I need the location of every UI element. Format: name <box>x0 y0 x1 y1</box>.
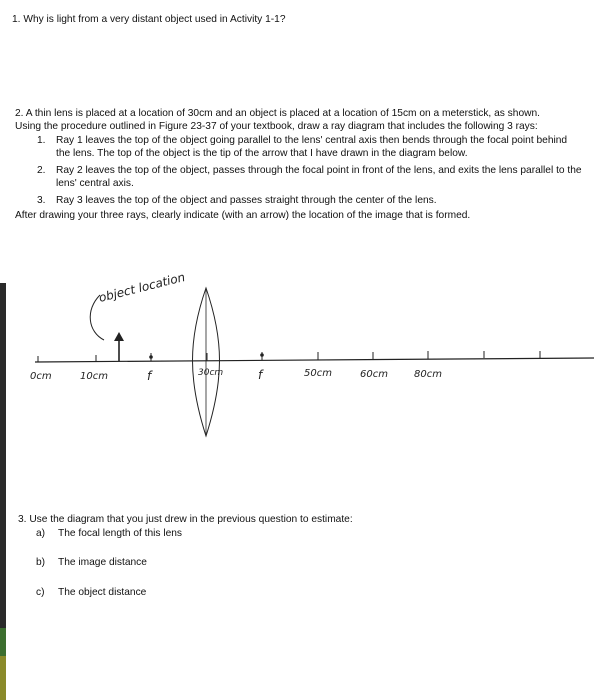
ray-diagram <box>0 240 604 450</box>
ray-3-text: Ray 3 leaves the top of the object and passes straight through the center of the lens. <box>56 195 437 206</box>
q3-item-a-text: The focal length of this lens <box>58 528 183 539</box>
ray-2-number: 2. <box>37 165 46 176</box>
label-50cm: 50cm <box>304 368 332 379</box>
focal-point-back <box>260 353 264 357</box>
question-2-intro-line1: 2. A thin lens is placed at a location of 30cm and an object is placed at a location of 15cm on a meterstick, as shown. <box>15 108 540 119</box>
label-focal-back: f <box>258 368 263 382</box>
label-10cm: 10cm <box>80 371 108 382</box>
label-focal-front: f <box>147 369 152 383</box>
left-edge-strip-olive <box>0 656 6 700</box>
object-location-annotation: object location <box>97 269 187 305</box>
q3-item-c-text: The object distance <box>58 587 147 598</box>
left-edge-strip-green <box>0 628 6 656</box>
question-1: 1. Why is light from a very distant object used in Activity 1-1? <box>12 14 286 25</box>
q3-item-b-text: The image distance <box>58 557 147 568</box>
q3-item-c <box>36 586 146 599</box>
q3-item-a-label: a) <box>36 528 46 539</box>
label-80cm: 80cm <box>414 369 442 380</box>
ray-1-text: Ray 1 leaves the top of the object going parallel to the lens' central axis then bends through the focal point behind the lens. The top of the object is the tip of the arrow that I have drawn in the diagram below. <box>56 135 568 159</box>
ray-3-number: 3. <box>37 195 46 206</box>
object-arrow <box>114 332 124 361</box>
ray-1-number: 1. <box>37 135 46 146</box>
q3-item-b-label: b) <box>36 557 46 568</box>
left-edge-strip-dark <box>0 283 6 628</box>
q3-item-a <box>36 527 182 540</box>
after-instructions: After drawing your three rays, clearly indicate (with an arrow) the location of the image that is formed. <box>15 210 471 221</box>
label-30cm: 30cm <box>198 368 224 378</box>
focal-point-front <box>149 355 153 359</box>
q3-item-c-label: c) <box>36 587 45 598</box>
question-2-intro-line2: Using the procedure outlined in Figure 23-37 of your textbook, draw a ray diagram that includes the following 3 rays: <box>15 121 538 132</box>
label-0cm: 0cm <box>30 371 52 382</box>
question-3: 3. Use the diagram that you just drew in the previous question to estimate: <box>18 514 353 525</box>
ray-2-text: Ray 2 leaves the top of the object, passes through the focal point in front of the lens, and exits the lens parallel to the lens' central axis. <box>56 165 582 189</box>
label-60cm: 60cm <box>360 369 388 380</box>
q3-item-b <box>36 556 147 569</box>
